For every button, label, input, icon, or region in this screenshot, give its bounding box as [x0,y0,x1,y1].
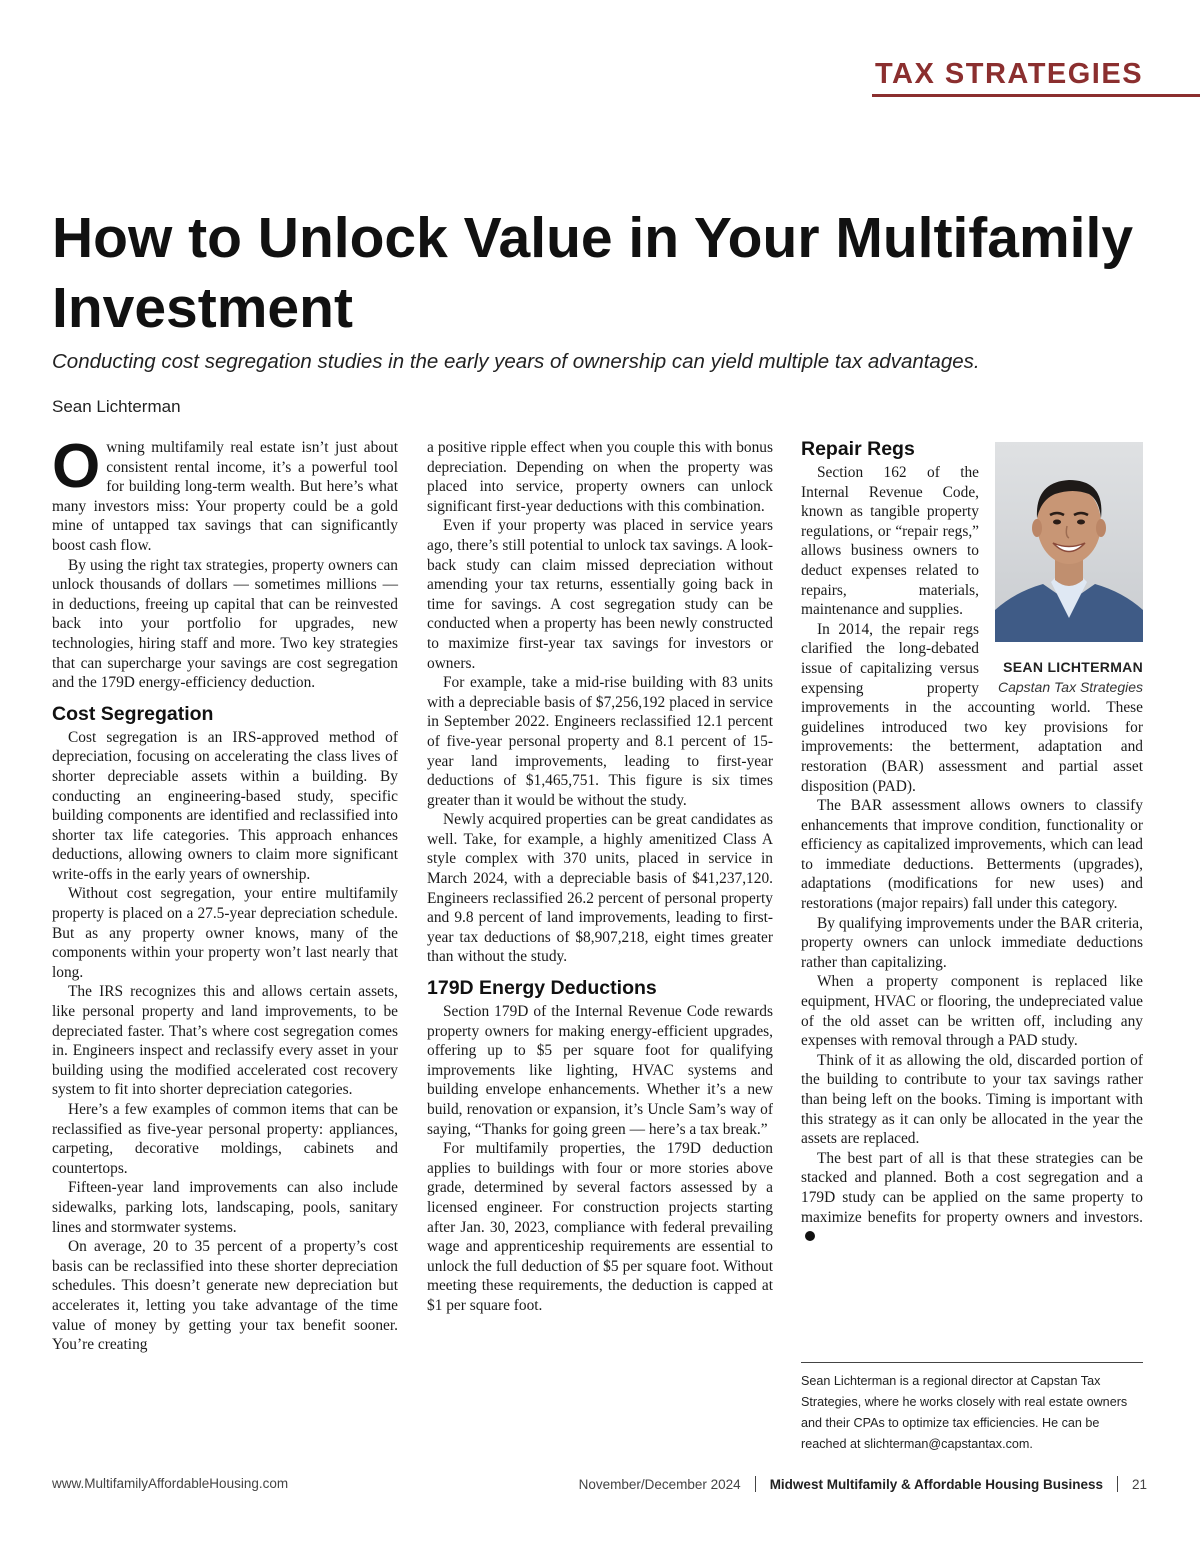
intro-paragraph: Owning multifamily real estate isn’t just about consistent rental income, it’s a powerful tool for building long-term wealth. But here’s what many investors miss: Your property could be a gold mine of untapped tax savings that can significantly boost cash flow. [52,432,398,554]
body-paragraph: Here’s a few examples of common items that can be reclassified as five-year personal property: appliances, carpeting, decorative moldings, cabinets and countertops. [52,1101,398,1177]
drop-cap: O [52,432,101,501]
body-paragraph: The BAR assessment allows owners to classify enhancements that improve condition, functionality or efficiency as capitalized improvements, which can lead to immediate deductions. Betterments (upgrades), adaptations (modifications for new uses) and restorations (major repairs) fall under this category. [801,797,1143,913]
body-paragraph: By qualifying improvements under the BAR criteria, property owners can unlock immediate deductions rather than capitalizing. [801,914,1143,971]
body-paragraph: On average, 20 to 35 percent of a property’s cost basis can be reclassified into these shorter depreciation schedules. This doesn’t generate new depreciation but accelerates it, letting you take advantage of the time value of money by getting your tax benefit sooner. You’re creating [52,1238,398,1354]
body-paragraph: Without cost segregation, your entire multifamily property is placed on a 27.5-year depreciation schedule. But as any property owner knows, many of the components within your property won’t last nearly that long. [52,885,398,981]
photo-caption-name: SEAN LICHTERMAN [1003,659,1143,675]
page-number: 21 [1131,1477,1147,1492]
column-2 [427,438,773,1316]
heading-cost-segregation: Cost Segregation [52,702,214,725]
intro-paragraph: By using the right tax strategies, property owners can unlock thousands of dollars — sometimes millions — in deductions, freeing up capital that can be reinvested back into your portfolio for upgrades, new technologies, hiring staff and more. Two key strategies that can supercharge your savings are cost segregation and the 179D energy-efficiency deduction. [52,556,398,692]
body-paragraph: a positive ripple effect when you couple this with bonus depreciation. Depending on when the property was placed into service, property owners can unlock significant first-year deductions with this combination. [427,439,773,515]
heading-179d: 179D Energy Deductions [427,977,657,1000]
body-paragraph: Cost segregation is an IRS-approved method of depreciation, focusing on accelerating the class lives of shorter depreciable assets within a building. By conducting an engineering-based study, specific building components are identified and reclassified into shorter tax life categories. This approach enhances deductions, allowing owners to claim more significant write-offs in the early years of ownership. [52,728,398,883]
author-bio: Sean Lichterman is a regional director at Capstan Tax Strategies, where he works closely with real estate owners and their CPAs to optimize tax efficiencies. He can be reached at slichterman@capstantax.com. [801,1362,1143,1455]
body-paragraph: When a property component is replaced like equipment, HVAC or flooring, the undepreciated value of the old asset can be written off, including any expenses with removal through a PAD study. [801,973,1143,1050]
author-portrait-image [995,442,1143,642]
article-title: How to Unlock Value in Your Multifamily Investment [52,206,1134,340]
footer-publication: Midwest Multifamily & Affordable Housing Business [769,1477,1103,1492]
author-photo [995,442,1143,642]
body-paragraph: Newly acquired properties can be great candidates as well. Take, for example, a highly amenitized Class A style complex with 370 units, placed in service in March 2024, with a depreciable basis of $41,237,120. Engineers reclassified 26.2 percent of personal property and 9.8 percent of land improvements, leading to first-year tax deductions of $8,907,218, eight times greater than without the study. [427,811,773,966]
byline: Sean Lichterman [52,397,181,416]
body-paragraph: The IRS recognizes this and allows certain assets, like personal property and land improvements, to be depreciated faster. That’s where cost segregation comes in. Engineers inspect and reclassify every asset in your building using the modified accelerated cost recovery system to fit into shorter depreciation categories. [52,983,398,1099]
heading-repair-regs: Repair Regs [801,438,915,460]
body-paragraph: For multifamily properties, the 179D deduction applies to buildings with four or more stories above grade, determined by several factors assessed by a licensed engineer. For construction projects starting after Jan. 30, 2023, compliance with federal prevailing wage and apprenticeship requirements are essential to unlock the full deduction of $5 per square foot. Without meeting these requirements, the deduction is capped at $1 per square foot. [427,1140,773,1314]
body-paragraph: For example, take a mid-rise building with 83 units with a depreciable basis of $7,256,192 placed in service in September 2022. Engineers reclassified 12.1 percent of five-year personal property and 8.1 percent of 15-year land improvements, leading to first-year deductions of $1,465,751. This figure is six times greater than it would be without the study. [427,674,773,809]
footer-divider [1117,1476,1118,1492]
footer-issue: November/December 2024 [578,1477,741,1492]
photo-caption-affiliation: Capstan Tax Strategies [997,678,1143,695]
body-paragraph: Even if your property was placed in service years ago, there’s still potential to unlock tax savings. A look-back study can claim missed depreciation without amending your tax returns, essentially going back in time for savings. A cost segregation study can be conducted when a property has been newly constructed to maximize first-year tax savings for investors or owners. [427,517,773,672]
closing-paragraph: The best part of all is that these strategies can be stacked and planned. Both a cost segregation and a 179D study can be applied on the same property to maximize benefits for property owners and investors. [801,1149,1143,1247]
body-paragraph: Think of it as allowing the old, discarded portion of the building to contribute to your tax savings rather than being left on the books. Timing is important with this strategy as it can only be allocated in the year the assets are replaced. [801,1051,1143,1148]
column-3 [801,438,1143,1247]
author-photo-block [991,438,1143,697]
section-label: TAX STRATEGIES [872,58,1200,97]
page-footer [52,1476,1147,1496]
body-paragraph: Fifteen-year land improvements can also include sidewalks, parking lots, landscaping, pools, sanitary lines and stormwater systems. [52,1179,398,1236]
body-paragraph: Section 162 of the Internal Revenue Code, known as tangible property regulations, or “repair regs,” allows business owners to deduct expenses related to repairs, materials, maintenance and supplies. [801,464,979,619]
column-1 [52,432,398,1355]
footer-url[interactable]: www.MultifamilyAffordableHousing.com [52,1476,289,1491]
body-paragraph: Section 179D of the Internal Revenue Code rewards property owners for making energy-efficient upgrades, offering up to $5 per square foot for qualifying improvements like lighting, HVAC systems and building envelope enhancements. Whether it’s a new build, renovation or expansion, it’s Uncle Sam’s way of saying, “Thanks for going green — here’s a tax break.” [427,1003,773,1138]
footer-right [579,1476,1147,1492]
footer-divider [755,1476,756,1492]
end-mark-icon [805,1231,815,1241]
article-subtitle: Conducting cost segregation studies in the early years of ownership can yield multiple tax advantages. [52,350,980,373]
body-paragraph: In 2014, the repair regs clarified the long-debated issue of capitalizing versus expensing property improvements in the accounting world. These guidelines introduced two key provisions for improvements: the betterment, adaptation and restoration (BAR) assessment and partial asset disposition (PAD). [801,620,1143,795]
